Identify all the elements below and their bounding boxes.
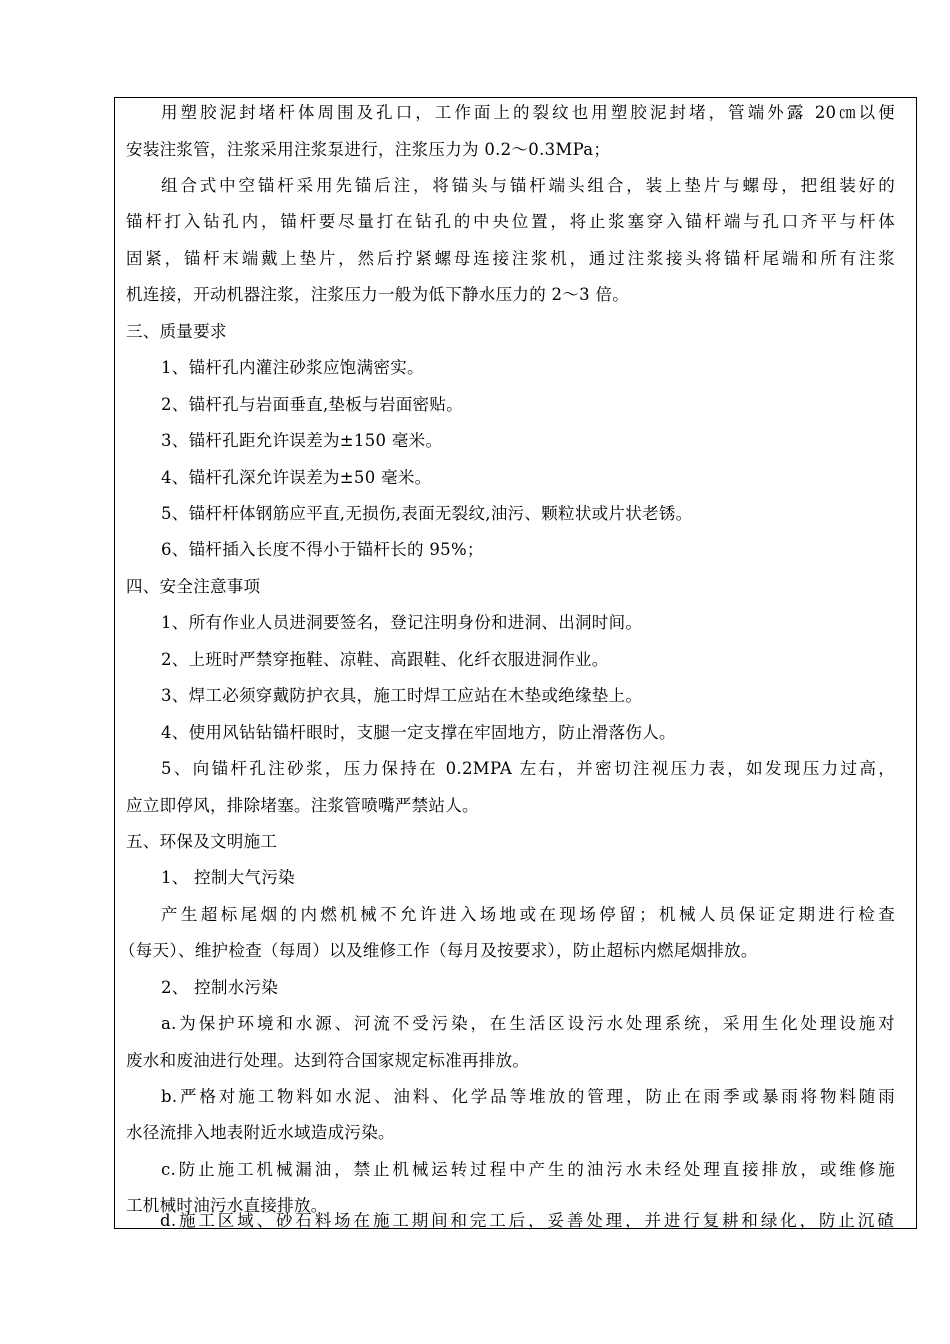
section-heading: 三、质量要求 [126,322,227,341]
list-item: 4、使用风钻钻锚杆眼时，支腿一定支撑在牢固地方，防止滑落伤人。 [161,723,676,742]
list-item: 3、锚杆孔距允许误差为±150 毫米。 [161,431,443,450]
text-line: b.严格对施工物料如水泥、油料、化学品等堆放的管理，防止在雨季或暴雨将物料随雨 [161,1087,895,1106]
list-item: 1、锚杆孔内灌注砂浆应饱满密实。 [161,358,424,377]
list-item: 5、向锚杆孔注砂浆，压力保持在 0.2MPA 左右，并密切注视压力表，如发现压力过高， [161,759,895,778]
text-line: 机连接，开动机器注浆，注浆压力一般为低下静水压力的 2～3 倍。 [126,285,630,304]
text-line: 安装注浆管，注浆采用注浆泵进行，注浆压力为 0.2～0.3MPa； [126,140,611,159]
section-heading: 五、环保及文明施工 [126,832,278,851]
list-item: 1、所有作业人员进洞要签名，登记注明身份和进洞、出洞时间。 [161,613,643,632]
document-frame [114,97,917,1229]
list-item: 4、锚杆孔深允许误差为±50 毫米。 [161,468,432,487]
text-line: 锚杆打入钻孔内，锚杆要尽量打在钻孔的中央位置，将止浆塞穿入锚杆端与孔口齐平与杆体 [126,212,895,231]
text-line: 用塑胶泥封堵杆体周围及孔口，工作面上的裂纹也用塑胶泥封堵，管端外露 20㎝以便 [161,103,895,122]
text-line: 固紧，锚杆末端戴上垫片，然后拧紧螺母连接注浆机，通过注浆接头将锚杆尾端和所有注浆 [126,249,895,268]
list-item: 5、锚杆杆体钢筋应平直,无损伤,表面无裂纹,油污、颗粒状或片状老锈。 [161,504,693,523]
text-line: 组合式中空锚杆采用先锚后注，将锚头与锚杆端头组合，装上垫片与螺母，把组装好的 [161,176,895,195]
section-heading: 四、安全注意事项 [126,577,261,596]
list-item: 6、锚杆插入长度不得小于锚杆长的 95%； [161,540,484,559]
text-line: a.为保护环境和水源、河流不受污染，在生活区设污水处理系统，采用生化处理设施对 [161,1014,895,1033]
list-item: 2、上班时严禁穿拖鞋、凉鞋、高跟鞋、化纤衣服进洞作业。 [161,650,609,669]
subsection-heading: 1、 控制大气污染 [161,868,295,887]
text-line: 应立即停风，排除堵塞。注浆管喷嘴严禁站人。 [126,796,479,815]
text-line: 水径流排入地表附近水域造成污染。 [126,1123,395,1142]
text-line: c.防止施工机械漏油，禁止机械运转过程中产生的油污水未经处理直接排放，或维修施 [161,1160,895,1179]
subsection-heading: 2、 控制水污染 [161,978,279,997]
text-line: 产生超标尾烟的内燃机械不允许进入场地或在现场停留；机械人员保证定期进行检查 [161,905,895,924]
text-line: 废水和废油进行处理。达到符合国家规定标准再排放。 [126,1051,530,1070]
list-item: 3、焊工必须穿戴防护衣具，施工时焊工应站在木垫或绝缘垫上。 [161,686,643,705]
text-line: （每天）、维护检查（每周）以及维修工作（每月及按要求），防止超标内燃尾烟排放。 [119,941,758,960]
text-line: 工机械时油污水直接排放。 [126,1196,328,1215]
text-line: d.施工区域、砂石料场在施工期间和完工后，妥善处理，并进行复耕和绿化，防止沉碴 [160,1211,894,1230]
list-item: 2、锚杆孔与岩面垂直,垫板与岩面密贴。 [161,395,463,414]
